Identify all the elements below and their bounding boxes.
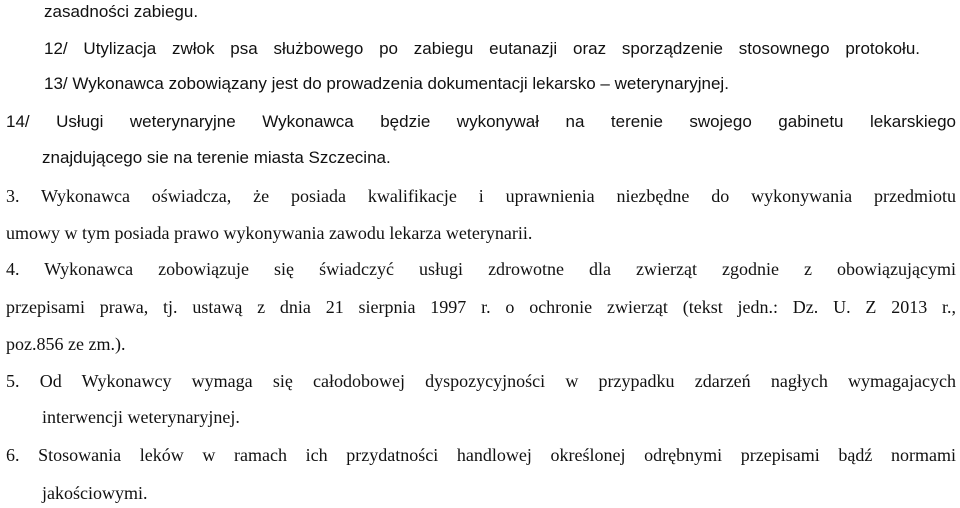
text-line-13: 6. Stosowania leków w ramach ich przydatności handlowej określonej odrębnymi przepisami bądź normami: [6, 445, 956, 465]
text-line-14: jakościowymi.: [42, 483, 148, 503]
text-line-6: 3. Wykonawca oświadcza, że posiada kwalifikacje i uprawnienia niezbędne do wykonywania przedmiotu: [6, 186, 956, 206]
text-line-8: 4. Wykonawca zobowiązuje się świadczyć usługi zdrowotne dla zwierząt zgodnie z obowiązującymi: [6, 259, 956, 279]
text-line-7: umowy w tym posiada prawo wykonywania zawodu lekarza weterynarii.: [6, 223, 533, 243]
text-line-5: znajdującego sie na terenie miasta Szczecina.: [42, 148, 391, 167]
text-line-9: przepisami prawa, tj. ustawą z dnia 21 sierpnia 1997 r. o ochronie zwierząt (tekst jedn.: Dz. U. Z 2013 r.,: [6, 297, 956, 317]
text-line-2: 12/ Utylizacja zwłok psa służbowego po zabiegu eutanazji oraz sporządzenie stosownego protokołu.: [44, 39, 920, 58]
text-line-1: zasadności zabiegu.: [44, 2, 199, 21]
text-line-12: interwencji weterynaryjnej.: [42, 407, 240, 427]
text-line-10: poz.856 ze zm.).: [6, 334, 126, 354]
text-line-11: 5. Od Wykonawcy wymaga się całodobowej dyspozycyjności w przypadku zdarzeń nagłych wymagajacych: [6, 371, 956, 391]
text-line-3: 13/ Wykonawca zobowiązany jest do prowadzenia dokumentacji lekarsko – weterynaryjnej.: [44, 74, 729, 93]
text-line-4: 14/ Usługi weterynaryjne Wykonawca będzie wykonywał na terenie swojego gabinetu lekarskiego: [6, 112, 956, 131]
